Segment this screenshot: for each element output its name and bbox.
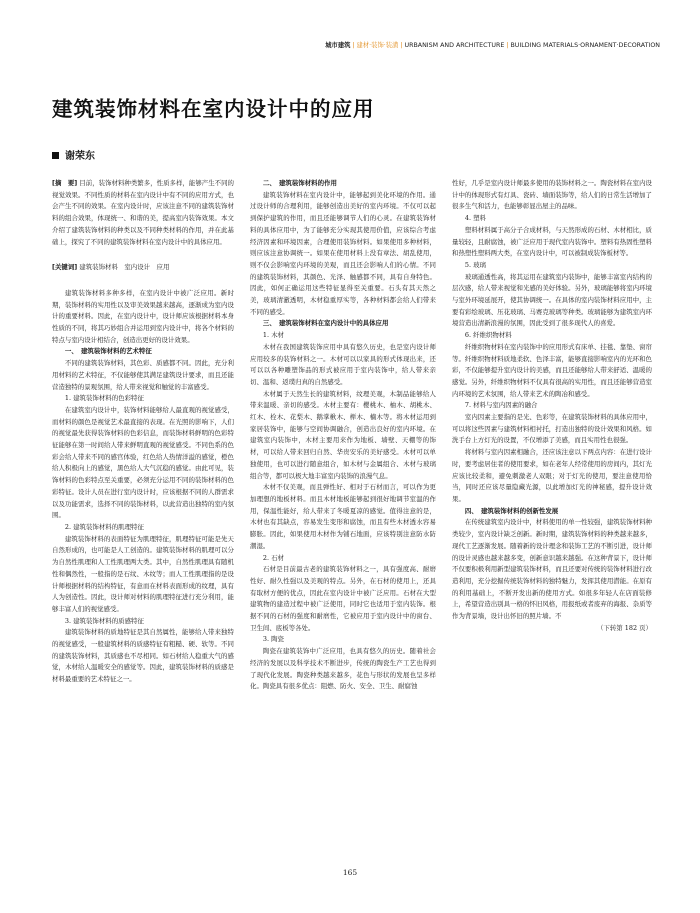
section-name: 建材·装饰·装潢 [356,42,399,49]
author-name: 谢荣东 [65,151,95,162]
section-heading: 四、 建筑装饰材料的创新性发展 [464,506,559,515]
subsection-heading: 6. 纤维织物材料 [464,331,512,340]
section-name-en: BUILDING MATERIALS·ORNAMENT·DECORATION [510,42,660,49]
author-line [52,147,95,162]
keywords-text: 建筑装饰材料 室内设计 应用 [79,263,170,272]
subsection-heading: 3. 建筑装饰材料的质感特征 [64,616,144,625]
body-paragraph: 不同的建筑装饰材料，其色彩、质感都不同。因此，充分利用材料的艺术特征，不仅能够使其满足建筑设计要求，而且还能营造独特的景观氛围，给人带来视觉和触觉的丰富感受。 [52,359,234,391]
body-paragraph: 将材料与室内因素相融合，还应该注意以下两点内容：在进行设计时，要考虑居住者的使用要求，如在老年人经常使用的房间内，其灯光应该比较柔和，避免刺激老人双眼；对于灯光的使用，要注意使用恰当，同时还应该尽量隐藏光源，以此增加灯光的神秘感，提升设计效果。 [452,448,652,503]
section-heading: 三、 建筑装饰材料在室内设计中的具体应用 [262,319,389,328]
body-paragraph: 石材是目前最古老的建筑装饰材料之一，具有强度高、耐磨性好、耐久性强以及美观的特点。另外，在石材的使用上，还具有取材方便的优点，因此在室内设计中被广泛应用。石材在大型建筑物的建造过程中被广泛使用，同时它也适用于室内装饰。根据不同的石材的强度和耐磨性，它被应用于室内设计中的窗台、卫生间、底板等各处。 [250,565,436,632]
body-paragraph: 建筑装饰材料的质地特征是其自然属性，能够给人带来独特的视觉感受，一般建筑材料的质感特征有粗糙、硬、软等。不同的建筑装饰材料，其质感也不尽相同。如石材给人稳重大气的感觉，木材给人温暖安全的感觉等。因此，建筑装饰材料的质感是材料最重要的艺术特征之一。 [52,628,234,684]
running-header [40,40,660,49]
subsection-heading: 1. 建筑装饰材料的色彩特征 [64,394,144,403]
journal-name-en: URBANISM AND ARCHITECTURE [404,42,505,49]
body-paragraph: 木材属于天然生长的建筑材料，纹理美观，木制品能够给人带来温暖、亲切的感受。木材主要有：樱桃木、柚木、胡桃木、红木、栓木、花梨木、鹅掌楸木、榉木、楠木等。将木材运用到家居装饰中，能够与空间协调融合，创造出良好的室内环境。在建筑室内装饰中，木材主要用来作为地板、墙壁、天棚等的饰材，可以给人带来回归自然、华贵安乐的美好感受。木材可以单独使用，也可以进行随意组合，如木材与金属组合、木材与玻璃组合等，都可以极大地丰富室内装饰的浪漫气息。 [250,389,436,480]
intro-paragraph: 建筑装饰材料多种多样，在室内设计中被广泛应用。新时期，装饰材料的实用性以及审美效果越来越高，逐渐成为室内设计的重要材料。因此，在室内设计中，设计师应该根据材料本身性质的不同，将其巧妙组合并运用到室内设计中，将各个材料的特点与室内设计相结合，创造出更好的设计效果。 [52,288,234,344]
subsection-heading: 4. 塑料 [464,214,486,223]
body-paragraph: 塑料材料属于高分子合成材料，与天然形成的石材、木材相比，质量较轻，且耐腐蚀，被广泛应用于现代室内装饰中。塑料有热固性塑料和热塑性塑料两大类，在室内设计中，可以被制成装饰板材等。 [452,225,652,258]
body-paragraph: 性好，几乎是室内设计师最多使用的装饰材料之一。陶瓷材料在室内设计中的体现形式有灯具、瓷砖、墙面装饰等，给人们的日常生活增加了很多生气和活力，也能够彰显出屋主的品味。 [452,179,652,211]
header-separator: | [506,42,509,49]
square-bullet-icon [52,152,59,159]
subsection-heading: 2. 石材 [262,553,284,562]
body-paragraph: 木材不仅美观，而且弹性好、相对于石材而言，可以作为更加理想的地板材料。而且木材地板能够起到很好地调节室温的作用，保温性能好，给人带来了冬暖夏凉的感觉。值得注意的是，木材也有其缺点，容易发生变形和腐蚀，而且有些木材透水容易膨胀。因此，如果使用木材作为铺石地面，应该特别注意防水防潮湿。 [250,483,436,550]
column-2 [250,178,436,693]
body-paragraph: 室内因素主要指的是光、色彩等，在建筑装饰材料的具体应用中，可以将这些因素与建筑材料相衬托，打造出独特的设计效果和风格。如洗手台上方灯光的设置，不仅增添了美感，而且实用性也很强。 [452,413,652,445]
section-heading: 二、 建筑装饰材料的作用 [262,179,337,187]
continued-note: （下转第 182 页） [596,623,652,632]
keywords [52,262,234,274]
body-paragraph: 木材在我国建筑装饰应用中具有悠久历史，也是室内设计师应用较多的装饰材料之一。木材可以以家具的形式体现出来，还可以以各种雕塑饰品的形式被应用于室内装饰中，给人带来亲切、温和、返璞归真的自然感受。 [250,342,436,386]
subsection-heading: 5. 玻璃 [464,260,486,269]
body-paragraph: 纤维织物材料在室内装饰中的应用形式有床单、挂毯、靠垫、窗帘等。纤维织物材料质地柔软、色泽丰富，能够直接影响室内的光环和色彩，不仅能够提升室内设计的美感，而且还能够给人带来舒适、温暖的感觉。另外，纤维织物材料不仅具有很高的实用性，而且还能够营造室内环境的艺术氛围，给人带来艺术的陶冶和感受。 [452,342,652,398]
body-paragraph: 建筑装饰材料的表面特征为肌理特征，肌理特征可能是先天自然形成的，也可能是人工创造的。建筑装饰材料的肌理可以分为自然性肌理和人工性肌理两大类。其中，自然性肌理具有随机性和偶然性，一般指的是石纹、木纹等；而人工性肌理指的是设计师根据材料的结构特征，有意而在材料表面形成的纹理，具有人为创造性。因此，设计师对材料的肌理特征进行充分利用，能够丰富人们的视觉感受。 [52,534,234,613]
body-paragraph: 在建筑室内设计中，装饰材料能够给人最直观的视觉感受，而材料的颜色是视觉艺术最直接的表现。在光照的影响下，人们的视觉最先获得装饰材料的色彩信息，而装饰材料鲜明的色彩特征能够在第一时间给人带来鲜明直观的视觉感受。不同色系的色彩会给人带来不同的感官体验，红色给人热情洋溢的感觉，橙色给人积极向上的感觉，黑色给人大气沉稳的感觉。由此可见，装饰材料的色彩特点至关重要，必须充分运用不同的装饰材料的色彩特征。设计人员在进行室内设计时，应该根据不同的人群需求以及功能需求，选择不同的装饰材料，以此营造出独特的室内氛围。 [52,405,234,520]
body-paragraph: 陶瓷在建筑装饰中广泛应用，也具有悠久的历史。随着社会经济的发展以及科学技术不断进步，传统的陶瓷生产工艺也得到了现代化发展。陶瓷种类越来越多，花色与形状的发展也呈多样化。陶瓷具有很多优点：阻燃、防火、安全、卫生、耐腐蚀 [250,647,436,691]
header-separator: | [352,42,355,49]
body-paragraph: 玻璃通透性高，将其运用在建筑室内装饰中，能够丰富室内结构的层次感，给人带来视觉和光感的美好体验。另外，玻璃能够将室内环境与室外环境延展开，使其协调统一。在具体的室内装饰材料应用中，主要有彩绘玻璃、压花玻璃、马赛克玻璃等种类。玻璃能够为建筑室内环境营造出清新浪漫的氛围，因此受到了很多现代人的喜爱。 [452,272,652,328]
page-number: 165 [342,868,358,877]
subsection-heading: 3. 陶瓷 [262,635,284,644]
article-title: 建筑装饰材料在室内设计中的应用 [52,97,375,121]
journal-name: 城市建筑 [325,42,351,49]
subsection-heading: 1. 木材 [262,331,284,340]
subsection-heading: 2. 建筑装饰材料的肌理特征 [64,522,144,531]
abstract-label: [摘 要] [52,179,78,187]
body-paragraph: 在传统建筑室内设计中，材料使用的单一性较强，建筑装饰材料种类较少，室内设计缺乏创新。新时期，建筑装饰材料的种类越来越多，现代工艺逐渐发展。随着新的设计理念和装饰工艺的不断引进，设计师的设计灵感也越来越多变，创新意识越来越强。在这种背景下，设计师不仅要积极利用新型建筑装饰材料，而且还要对传统的装饰材料进行改造利用，充分挖掘传统装饰材料的独特魅力，发挥其使用潜能。在原有的利用基础上，不断开发出新的使用方式。如很多年轻人在店面装修上，希望营造出别具一格的怀旧风格，用报纸或者废弃的海报、杂质等作为背景墙，设计出怀旧的照片墙。不 [452,518,652,621]
column-1 [52,178,234,686]
column-3 [452,178,652,634]
keywords-label: [关键词] [52,263,78,272]
abstract-text: 目前，装饰材料种类繁多，性质多样，能够产生不同的视觉效果。不同性质的材料在室内设计中有不同的应用方式，也会产生不同的效果。在室内设计时，应该注意不同的建筑装饰材料的组合效果，体现统一、和谐的美，提高室内装饰效果。本文介绍了建筑装饰材料的种类以及不同种类材料的作用，并在此基础上，探究了不同的建筑装饰材料在室内设计中的具体应用。 [52,179,234,246]
body-paragraph: 建筑装饰材料在室内设计中，能够起到美化环境的作用。通过设计师的合理利用，能够创造出美好的室内环境。不仅可以起到保护建筑的作用，而且还能够调节人们的心灵。在建筑装饰材料的具体应用中，为了能够充分实现其使用价值，应该综合考虑经济因素和环境因素，合理使用装饰材料。如果使用多种材料，则应该注意协调统一。如果在使用材料上没有章法、胡乱使用，则不仅会影响室内环境的美观，而且还会影响人们的心情。不同的建筑装饰材料，其颜色、光泽、触感都不同，具有自身特色。因此，如何正确运用这些特征显得至关重要。石头有其天然之美，玻璃清澈透明，木材稳重厚实等，各种材料都会给人们带来不同的感受。 [250,190,436,316]
subsection-heading: 7. 材料与室内因素的融合 [464,401,538,410]
header-separator: | [400,42,403,49]
abstract [52,178,234,248]
section-heading: 一、 建筑装饰材料的艺术特征 [64,347,152,356]
